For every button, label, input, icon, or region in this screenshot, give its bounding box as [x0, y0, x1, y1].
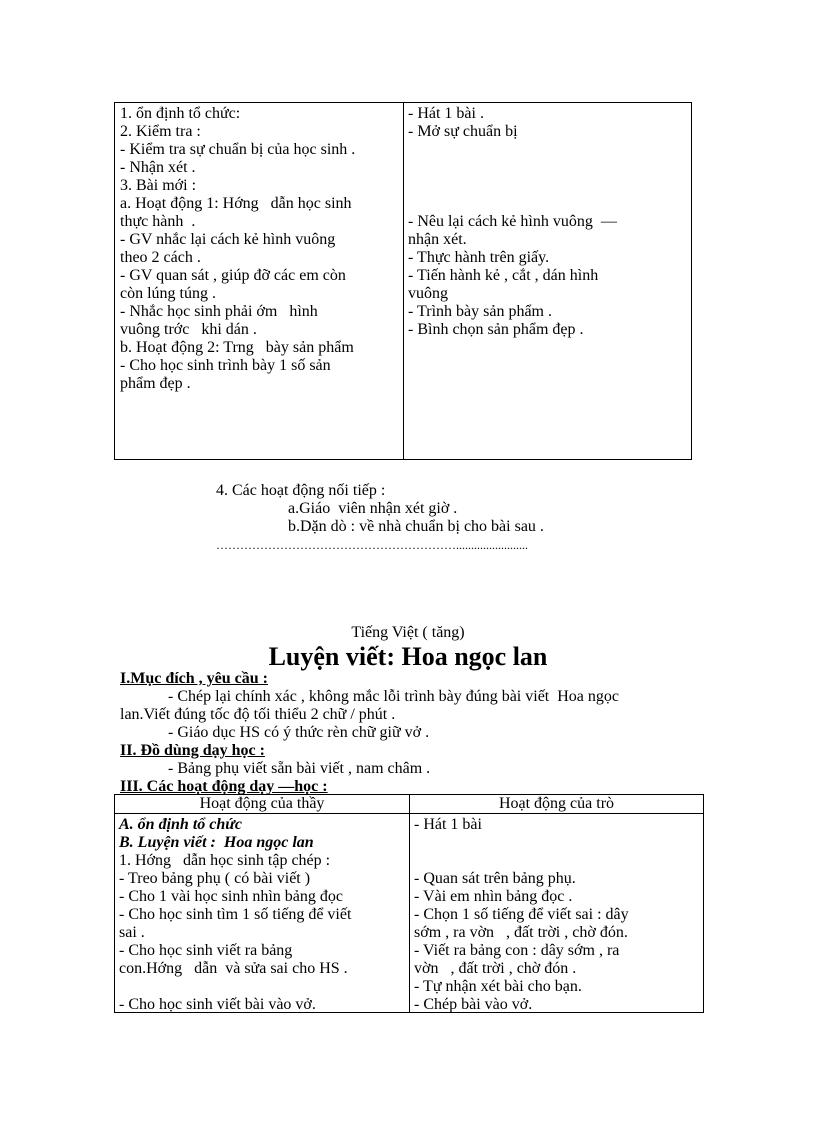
table-line: - Mở sự chuẩn bị: [408, 123, 518, 140]
table-line: - Cho học sinh viết bài vào vở.: [119, 996, 316, 1013]
table-line: - Tự nhận xét bài cho bạn.: [414, 978, 582, 995]
followup-item-b: b.Dặn dò : về nhà chuẩn bị cho bài sau .: [288, 518, 544, 535]
table-line: nhận xét.: [408, 231, 467, 248]
table-line: - Tiến hành kẻ , cắt , dán hình: [408, 267, 599, 284]
table-line: - Viết ra bảng con : dây sớm , ra: [414, 942, 620, 959]
table-line: - Nhắc học sinh phải ớm hình: [120, 303, 318, 320]
table-line: vờn , đất trời , chờ đón .: [414, 960, 577, 977]
table-line: vuông: [408, 285, 448, 302]
objective-line: - Giáo dục HS có ý thức rèn chữ giữ vở .: [168, 724, 430, 741]
table-line-empty: [408, 159, 688, 177]
table-line: - Cho học sinh viết ra bảng: [119, 942, 293, 959]
lesson-title: Luyện viết: Hoa ngọc lan: [268, 642, 548, 671]
table-line: - Bình chọn sản phẩm đẹp .: [408, 321, 584, 338]
section-heading-materials: II. Đồ dùng dạy học :: [120, 742, 265, 759]
table-subheading: A. ổn định tổ chức: [119, 816, 242, 833]
table-line: - GV quan sát , giúp đỡ các em còn: [120, 267, 346, 284]
table-line: - Hát 1 bài: [414, 816, 482, 833]
table-line: b. Hoạt động 2: Trng bày sản phẩm: [120, 339, 354, 356]
table-line-empty: [414, 834, 700, 852]
table-line: a. Hoạt động 1: Hớng dẫn học sinh: [120, 195, 352, 212]
table-line: phẩm đẹp .: [120, 375, 191, 392]
table-line: theo 2 cách .: [120, 249, 201, 266]
table-line: - Chép bài vào vở.: [414, 996, 533, 1013]
section-heading-activities: III. Các hoạt động dạy —học :: [120, 778, 328, 795]
followup-heading: 4. Các hoạt động nối tiếp :: [216, 482, 386, 499]
table-line: - Cho 1 vài học sinh nhìn bảng đọc: [119, 888, 343, 905]
table-column-divider: [403, 103, 404, 459]
header-teacher: Hoạt động của thầy: [199, 795, 325, 812]
table-line-empty: [119, 978, 407, 996]
table-subheading: B. Luyện viết : Hoa ngọc lan: [119, 834, 314, 851]
student-activity-column: [414, 816, 700, 1014]
header-student: Hoạt động của trò: [498, 795, 615, 812]
followup-item-a: a.Giáo viên nhận xét giờ .: [288, 500, 458, 517]
subject-label: Tiếng Việt ( tăng): [351, 624, 465, 641]
teacher-activity-column: [120, 105, 400, 393]
table-line: - Thực hành trên giấy.: [408, 249, 550, 266]
table-line: 1. Hớng dẫn học sinh tập chép :: [119, 852, 331, 869]
section-heading-objectives: I.Mục đích , yêu cầu :: [120, 670, 268, 687]
table-line: thực hành .: [120, 213, 196, 230]
table-line: 3. Bài mới :: [120, 177, 197, 194]
table-line: - Quan sát trên bảng phụ.: [414, 870, 576, 887]
table-line: - Kiểm tra sự chuẩn bị của học sinh .: [120, 141, 356, 158]
table-line: - Chọn 1 số tiếng để viết sai : dây: [414, 906, 629, 923]
table-line: - GV nhắc lại cách kẻ hình vuông: [120, 231, 336, 248]
table-line-empty: [408, 141, 688, 159]
table-line: - Nhận xét .: [120, 159, 196, 176]
table-line: con.Hớng dẫn và sửa sai cho HS .: [119, 960, 348, 977]
objective-line: lan.Viết đúng tốc độ tối thiểu 2 chữ / phút .: [120, 706, 396, 723]
table-line: - Treo bảng phụ ( có bài viết ): [119, 870, 311, 887]
table-line: - Cho học sinh trình bày 1 số sản: [120, 357, 331, 374]
dotted-separator: ……………………………………………………........................: [216, 538, 528, 552]
student-activity-column: [408, 105, 688, 339]
table-line: - Trình bày sản phẩm .: [408, 303, 552, 320]
table-line: - Vài em nhìn bảng đọc .: [414, 888, 573, 905]
table-line: - Cho học sinh tìm 1 số tiếng để viết: [119, 906, 352, 923]
table-line-empty: [408, 195, 688, 213]
objective-line: - Chép lại chính xác , không mắc lỗi trình bày đúng bài viết Hoa ngọc: [168, 688, 619, 705]
materials-line: - Bảng phụ viết sẵn bài viết , nam châm .: [168, 760, 431, 777]
table-line: còn lúng túng .: [120, 285, 216, 302]
table-line: 1. ổn định tổ chức:: [120, 105, 241, 122]
table-line: sai .: [119, 924, 145, 941]
activity-table-1: [114, 102, 692, 460]
table-line: sớm , ra vờn , đất trời , chờ đón.: [414, 924, 628, 941]
table-line: - Hát 1 bài .: [408, 105, 484, 122]
activity-table-2: [114, 794, 704, 1013]
table-line-empty: [414, 852, 700, 870]
table-line: - Nêu lại cách kẻ hình vuông —: [408, 213, 617, 230]
table-line: vuông trớc khi dán .: [120, 321, 257, 338]
teacher-activity-column: [119, 816, 407, 1014]
table-column-divider: [409, 795, 410, 1012]
table-line-empty: [408, 177, 688, 195]
table-line: 2. Kiểm tra :: [120, 123, 201, 140]
